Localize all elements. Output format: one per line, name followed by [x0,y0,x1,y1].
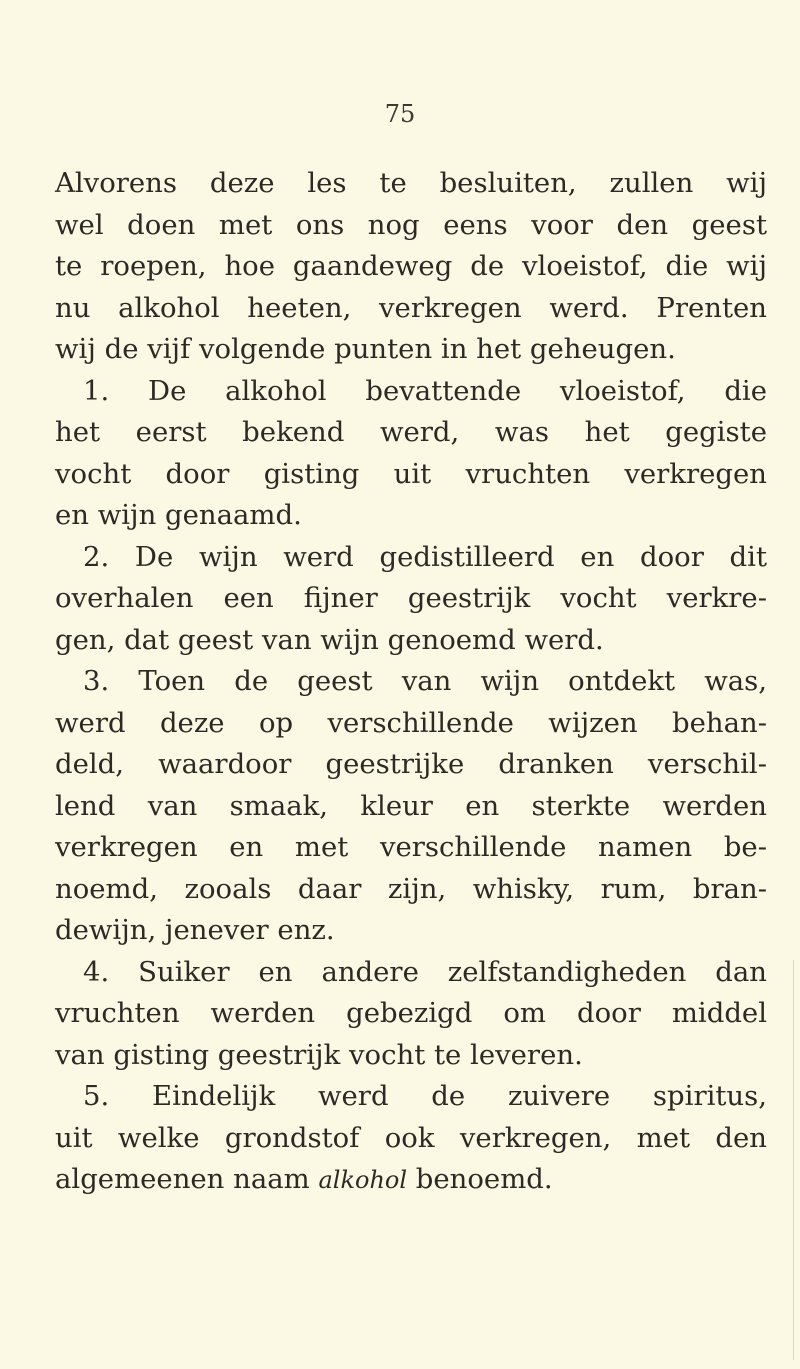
text-line: wel doen met ons nog eens voor den geest [55,208,767,241]
emphasized-word: alkohol [318,1166,408,1194]
text-line: vocht door gisting uit vruchten verkregen [55,457,767,490]
text-line: gen, dat geest van wijn genoemd werd. [55,623,604,656]
text-line: werd deze op verschillende wijzen behan- [55,706,767,739]
text-fragment: benoemd. [415,1163,553,1195]
text-line: verkregen en met verschillende namen be- [55,831,767,863]
body-text [55,163,767,1201]
text-line: dewijn, jenever enz. [55,914,335,946]
text-line: lend van smaak, kleur en sterkte werden [55,789,767,822]
list-item-4-line: 4. Suiker en andere zelfstandigheden dan [83,955,767,988]
text-line: overhalen een fijner geestrijk vocht verkre- [55,582,767,614]
list-item-3-line: 3. Toen de geest van wijn ontdekt was, [83,665,767,697]
text-line: wij de vijf volgende punten in het geheugen. [55,333,676,365]
text-line: en wijn genaamd. [55,499,302,531]
text-line-with-emphasis [55,1159,767,1201]
text-line: vruchten werden gebezigd om door middel [55,997,767,1029]
list-item-1-line: 1. De alkohol bevattende vloeistof, die [83,374,767,407]
text-line: noemd, zooals daar zijn, whisky, rum, bran- [55,872,767,905]
list-item-5-line: 5. Eindelijk werd de zuivere spiritus, [83,1080,767,1112]
text-line: uit welke grondstof ook verkregen, met den [55,1121,767,1154]
text-line: deld, waardoor geestrijke dranken verschil- [55,748,767,780]
list-item-2-line: 2. De wijn werd gedistilleerd en door dit [83,540,767,573]
page-edge-shadow [793,960,794,1360]
text-line: van gisting geestrijk vocht te leveren. [55,1038,583,1071]
text-fragment: algemeenen naam [55,1163,310,1195]
text-line: te roepen, hoe gaandeweg de vloeistof, die wij [55,250,767,282]
text-line: nu alkohol heeten, verkregen werd. Prenten [55,291,767,324]
page-number: 75 [384,100,416,128]
text-line: Alvorens deze les te besluiten, zullen wij [55,167,767,199]
text-line: het eerst bekend werd, was het gegiste [55,416,767,448]
